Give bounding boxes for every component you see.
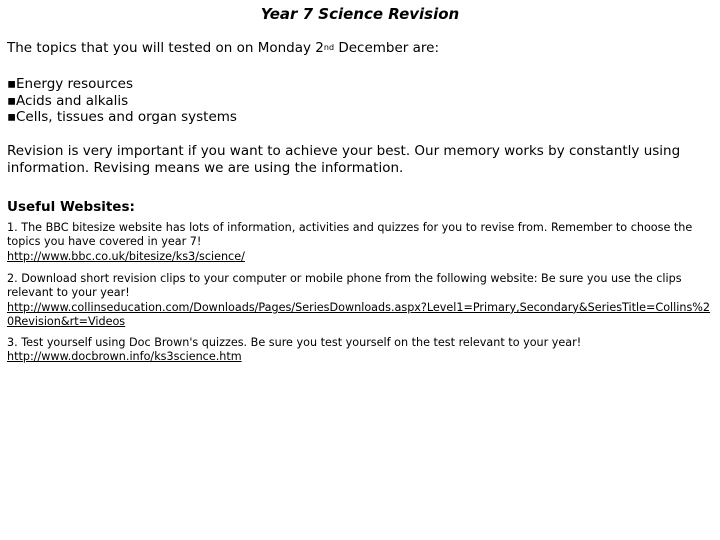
doc-brown-link[interactable]: http://www.docbrown.info/ks3science.htm (7, 350, 242, 364)
intro-superscript: nd (323, 43, 335, 52)
list-item (7, 93, 237, 110)
list-item (7, 109, 237, 126)
topic-label: Energy resources (16, 76, 133, 92)
website-description: 3. Test yourself using Doc Brown's quizzes. Be sure you test yourself on the test relevant to your year! (7, 336, 582, 349)
bullet-icon: ▪ (7, 76, 17, 92)
website-description: 2. Download short revision clips to your computer or mobile phone from the following website: Be sure you use the clips relevant to your year! (7, 272, 682, 300)
bullet-icon: ▪ (7, 92, 17, 109)
topic-label: Acids and alkalis (16, 92, 129, 109)
useful-websites-heading: Useful Websites: (7, 199, 135, 215)
topic-label: Cells, tissues and organ systems (16, 109, 237, 125)
bullet-icon: ▪ (7, 109, 17, 125)
collins-education-link[interactable]: http://www.collinseducation.com/Downloads/Pages/SeriesDownloads.aspx?Level1=Primary,Secondary&SeriesTitle=Collins%20Revision&rt=Videos (7, 300, 711, 329)
website-item-docbrown (7, 336, 713, 365)
topics-list (7, 76, 237, 126)
website-item-bbc (7, 221, 713, 264)
list-item (7, 76, 237, 93)
intro-text (7, 40, 439, 56)
bbc-bitesize-link[interactable]: http://www.bbc.co.uk/bitesize/ks3/science/ (7, 249, 245, 263)
website-item-collins (7, 272, 713, 330)
intro-text-end: December are: (334, 40, 440, 56)
website-description: 1. The BBC bitesize website has lots of information, activities and quizzes for you to revise from. Remember to choose the topics you have covered in year 7! (7, 221, 693, 249)
intro-text-start: The topics that you will tested on on Monday 2 (7, 40, 324, 56)
revision-paragraph: Revision is very important if you want to achieve your best. Our memory works by constantly using information. Revising means we are using the information. (7, 143, 681, 176)
page-title: Year 7 Science Revision (260, 5, 460, 23)
